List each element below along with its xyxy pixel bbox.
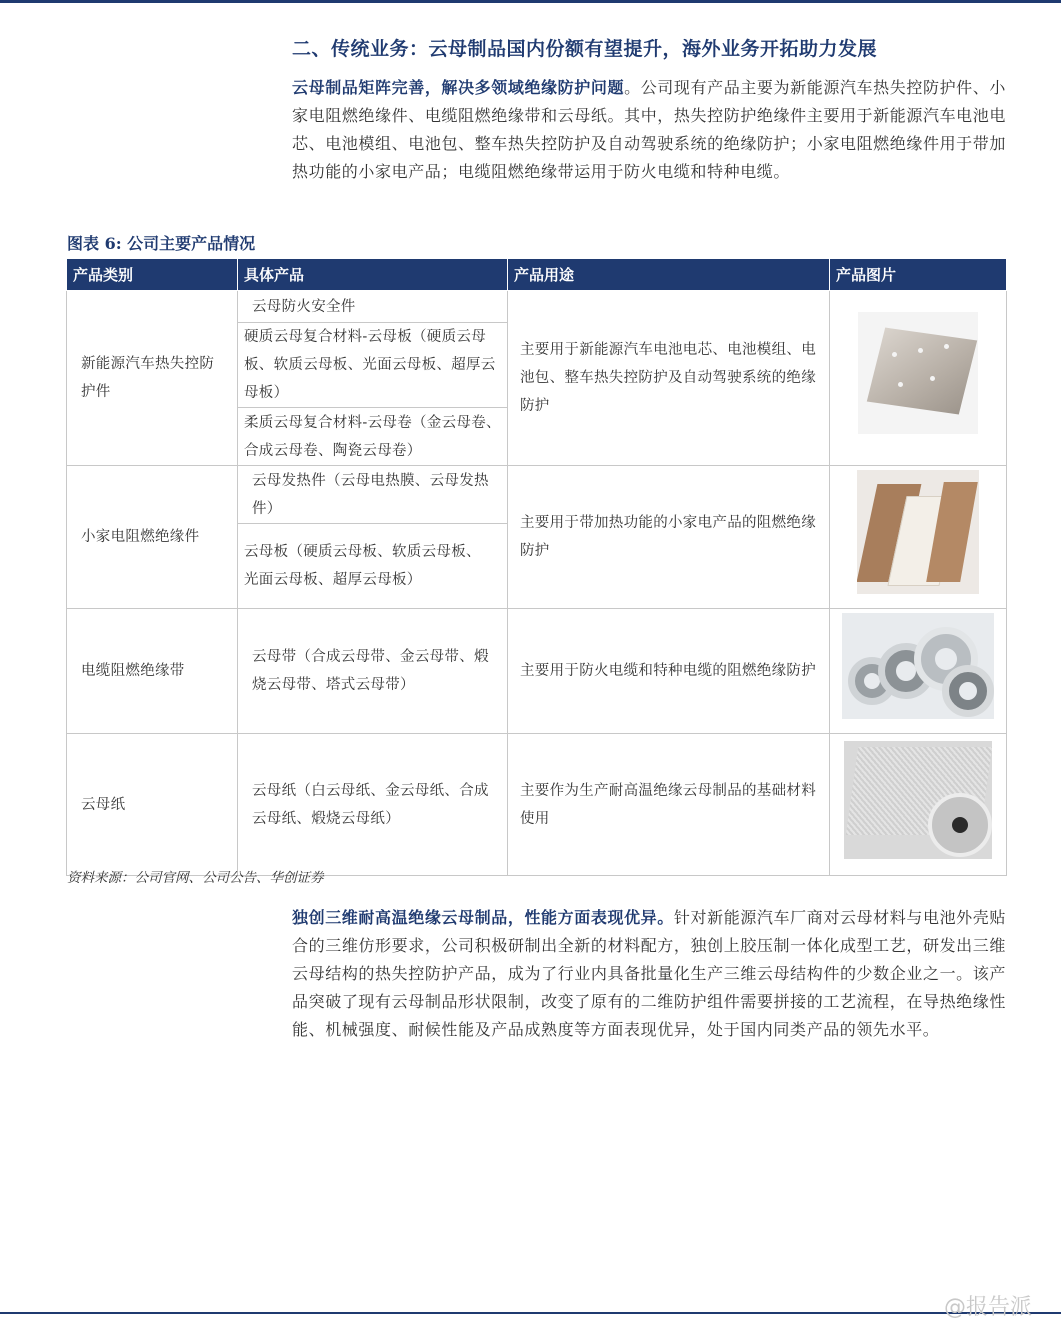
category-cell: 新能源汽车热失控防护件 [67,291,238,466]
product-image-cell [830,466,1007,609]
section-heading: 二、传统业务：云母制品国内份额有望提升，海外业务开拓助力发展 [292,38,878,60]
figure-source-note: 资料来源：公司官网、公司公告、华创证券 [67,870,324,886]
usage-cell: 主要作为生产耐高温绝缘云母制品的基础材料使用 [508,734,830,876]
watermark: @报告派 [944,1295,1033,1320]
product-cell: 云母带（合成云母带、金云母带、煅烧云母带、塔式云母带） [238,609,508,734]
mica-tape-rolls-image [842,613,994,719]
table-header-row [67,259,1007,291]
header-category: 产品类别 [67,259,238,291]
product-image-cell [830,291,1007,466]
mica-boards-image [857,470,979,594]
table-row [67,609,1007,734]
usage-cell: 主要用于带加热功能的小家电产品的阻燃绝缘防护 [508,466,830,609]
mica-fireproof-part-image [858,312,978,434]
intro-paragraph-lead: 云母制品矩阵完善，解决多领域绝缘防护问题 [292,78,625,97]
mica-paper-roll-image [844,741,992,859]
product-cell: 云母防火安全件 [238,291,508,323]
intro-paragraph-body: 。公司现有产品主要为新能源汽车热失控防护件、小家电阻燃绝缘件、电缆阻燃绝缘带和云母纸。其中，热失控防护绝缘件主要用于新能源汽车电池电芯、电池模组、电池包、整车热失控防护及自动驾驶系统的绝缘防护；小家电阻燃绝缘件用于带加热功能的小家电产品；电缆阻燃绝缘带运用于防火电缆和特种电缆。 [292,78,1006,181]
category-cell: 云母纸 [67,734,238,876]
innovation-paragraph-body: 针对新能源汽车厂商对云母材料与电池外壳贴合的三维仿形要求，公司积极研制出全新的材料配方，独创上胶压制一体化成型工艺，研发出三维云母结构的热失控防护产品，成为了行业内具备批量化生产三维云母结构件的少数企业之一。该产品突破了现有云母制品形状限制，改变了原有的二维防护组件需要拼接的工艺流程，在导热绝缘性能、机械强度、耐候性能及产品成熟度等方面表现优异，处于国内同类产品的领先水平。 [292,908,1006,1039]
product-cell: 柔质云母复合材料-云母卷（金云母卷、合成云母卷、陶瓷云母卷） [238,408,508,466]
products-table [66,258,1007,876]
product-cell: 云母发热件（云母电热膜、云母发热件） [238,466,508,524]
header-image: 产品图片 [830,259,1007,291]
usage-cell: 主要用于防火电缆和特种电缆的阻燃绝缘防护 [508,609,830,734]
header-product: 具体产品 [238,259,508,291]
category-cell: 小家电阻燃绝缘件 [67,466,238,609]
usage-cell: 主要用于新能源汽车电池电芯、电池模组、电池包、整车热失控防护及自动驾驶系统的绝缘防护 [508,291,830,466]
product-image-cell [830,734,1007,876]
bottom-rule [0,1312,1061,1314]
table-row [67,291,1007,323]
product-image-cell [830,609,1007,734]
product-cell: 硬质云母复合材料-云母板（硬质云母板、软质云母板、光面云母板、超厚云母板） [238,323,508,408]
header-usage: 产品用途 [508,259,830,291]
table-row [67,466,1007,524]
product-cell: 云母板（硬质云母板、软质云母板、光面云母板、超厚云母板） [238,524,508,609]
innovation-paragraph-lead: 独创三维耐高温绝缘云母制品，性能方面表现优异。 [292,908,674,927]
category-cell: 电缆阻燃绝缘带 [67,609,238,734]
product-cell: 云母纸（白云母纸、金云母纸、合成云母纸、煅烧云母纸） [238,734,508,876]
table-row [67,734,1007,876]
figure-title: 图表 6: 公司主要产品情况 [67,234,256,253]
innovation-paragraph [292,904,1006,1044]
top-rule [0,0,1061,3]
intro-paragraph [292,74,1006,186]
